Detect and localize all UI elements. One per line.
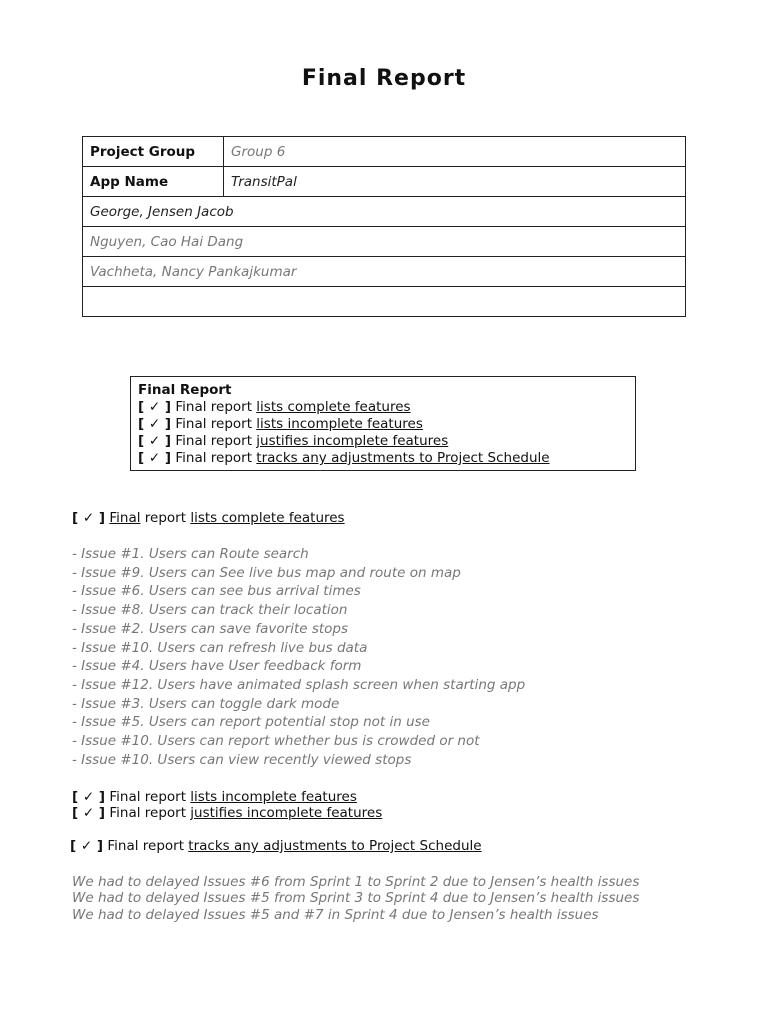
section-incomplete-heading xyxy=(72,789,357,805)
note-line: We had to delayed Issues #6 from Sprint 1 to Sprint 2 due to Jensen’s health issues xyxy=(72,874,640,890)
check-mark-icon: [ ✓ ] xyxy=(138,416,172,432)
checklist-box xyxy=(130,376,636,471)
note-line: We had to delayed Issues #5 from Sprint 3 to Sprint 4 due to Jensen’s health issues xyxy=(72,890,640,907)
section-word-final: Final xyxy=(109,510,141,526)
list-item: - Issue #5. Users can report potential stop not in use xyxy=(72,714,430,731)
check-mark-icon: [ ✓ ] xyxy=(70,838,104,854)
section-link: lists complete features xyxy=(190,510,345,526)
project-info-table xyxy=(82,136,686,317)
section-link: lists incomplete features xyxy=(190,789,357,805)
list-item: - Issue #6. Users can see bus arrival times xyxy=(72,583,361,600)
table-row xyxy=(83,227,686,257)
list-item: - Issue #9. Users can See live bus map and route on map xyxy=(72,564,461,581)
list-item: - Issue #4. Users have User feedback form xyxy=(72,658,362,675)
list-item: - Issue #1. Users can Route search xyxy=(72,546,309,562)
check-mark-icon: [ ✓ ] xyxy=(138,399,172,415)
project-group-value: Group 6 xyxy=(224,137,686,167)
list-item: - Issue #8. Users can track their location xyxy=(72,602,348,619)
project-group-label: Project Group xyxy=(83,137,224,167)
list-item: - Issue #3. Users can toggle dark mode xyxy=(72,695,340,712)
list-item: - Issue #12. Users have animated splash screen when starting app xyxy=(72,676,526,693)
section-complete-heading xyxy=(72,510,345,526)
checklist-prefix: Final report xyxy=(175,450,252,466)
checklist-item-text: tracks any adjustments to Project Schedule xyxy=(256,450,550,466)
list-item: - Issue #2. Users can save favorite stops xyxy=(72,620,349,637)
section-prefix: Final report xyxy=(109,789,186,805)
section-justifies-heading xyxy=(72,805,382,821)
section-prefix: Final report xyxy=(107,838,184,854)
checklist-item-text: lists complete features xyxy=(256,399,411,415)
list-item: - Issue #10. Users can view recently viewed stops xyxy=(72,751,412,768)
checklist-header: Final Report xyxy=(138,382,232,398)
table-row xyxy=(83,287,686,317)
schedule-notes xyxy=(72,874,639,923)
section-word-report: report xyxy=(144,510,187,526)
member-name: George, Jensen Jacob xyxy=(83,197,686,227)
checklist-prefix: Final report xyxy=(175,399,252,415)
check-mark-icon: [ ✓ ] xyxy=(138,450,172,466)
note-line: We had to delayed Issues #5 and #7 in Sprint 4 due to Jensen’s health issues xyxy=(72,906,599,923)
checklist-item xyxy=(138,416,628,433)
checklist-item xyxy=(138,433,628,450)
app-name-value: TransitPal xyxy=(224,167,686,197)
section-link: justifies incomplete features xyxy=(190,805,383,821)
checklist-item-text: justifies incomplete features xyxy=(256,433,449,449)
page-title: Final Report xyxy=(301,66,467,91)
section-link: tracks any adjustments to Project Schedule xyxy=(188,838,482,854)
check-mark-icon: [ ✓ ] xyxy=(72,510,106,526)
issues-list xyxy=(72,545,525,769)
member-name: Nguyen, Cao Hai Dang xyxy=(83,227,686,257)
check-mark-icon: [ ✓ ] xyxy=(72,789,106,805)
checklist-item xyxy=(138,450,628,467)
checklist-item xyxy=(138,399,628,416)
section-prefix: Final report xyxy=(109,805,186,821)
checklist-prefix: Final report xyxy=(175,433,252,449)
list-item: - Issue #10. Users can report whether bus is crowded or not xyxy=(72,733,480,750)
checklist-prefix: Final report xyxy=(175,416,252,432)
table-row xyxy=(83,257,686,287)
section-tracks-heading xyxy=(70,838,482,854)
checklist-item-text: lists incomplete features xyxy=(256,416,423,432)
member-name: Vachheta, Nancy Pankajkumar xyxy=(83,257,686,287)
check-mark-icon: [ ✓ ] xyxy=(72,805,106,821)
table-row xyxy=(83,137,686,167)
empty-cell xyxy=(83,287,686,317)
table-row xyxy=(83,167,686,197)
list-item: - Issue #10. Users can refresh live bus data xyxy=(72,639,368,656)
table-row xyxy=(83,197,686,227)
check-mark-icon: [ ✓ ] xyxy=(138,433,172,449)
app-name-label: App Name xyxy=(83,167,224,197)
